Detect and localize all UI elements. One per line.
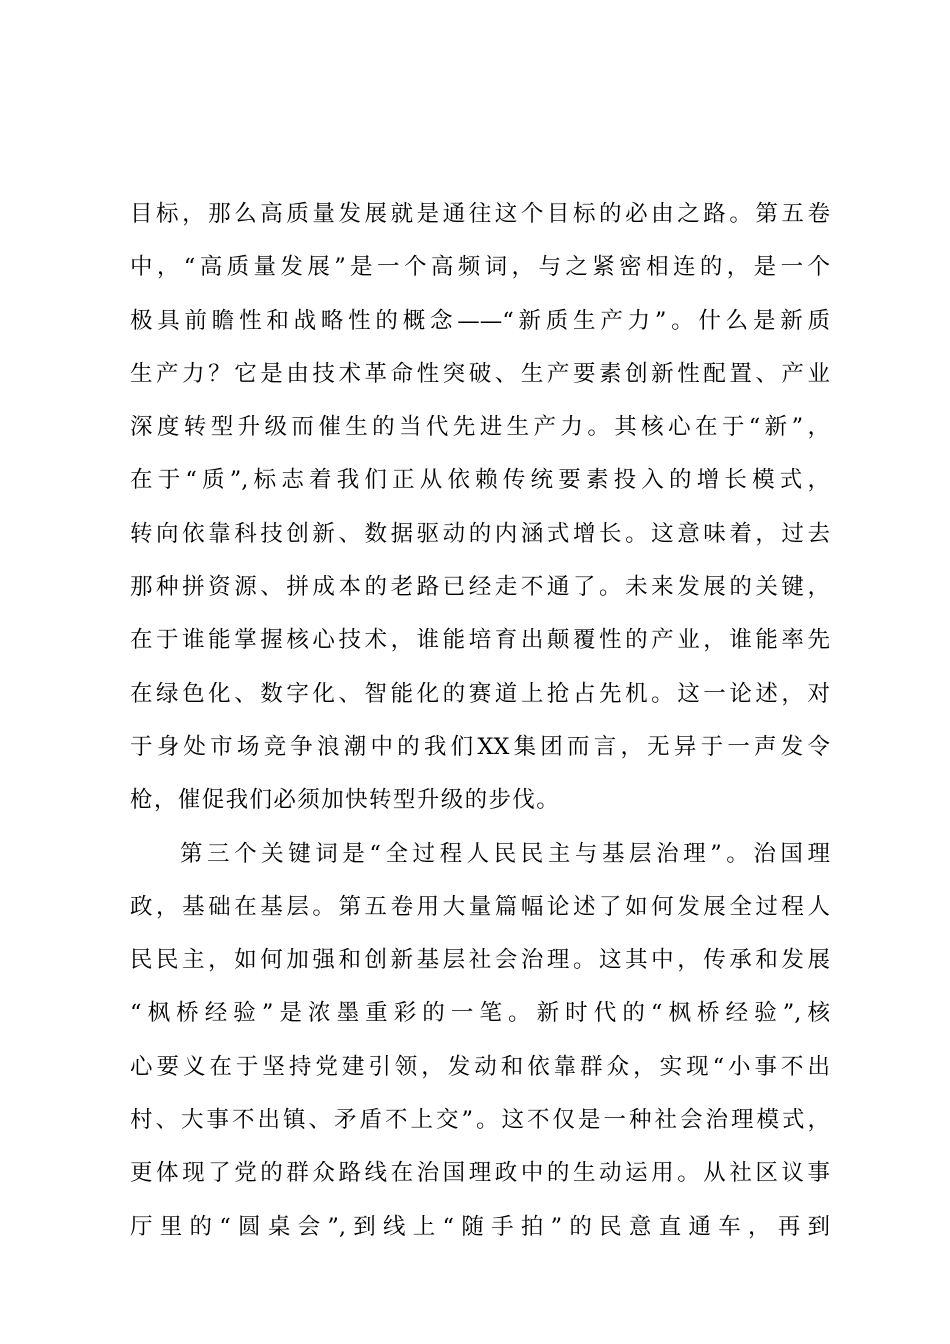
text-line: 于身处市场竞争浪潮中的我们XX集团而言，无异于一声发令: [130, 733, 830, 760]
text-line: 枪，催促我们必须加快转型升级的步伐。: [130, 787, 561, 814]
text-line: 在于“质”,标志着我们正从依赖传统要素投入的增长模式，: [130, 467, 830, 494]
text-line: 中，“高质量发展”是一个高频词，与之紧密相连的，是一个: [130, 254, 830, 281]
paragraph-new-quality-productivity: [130, 188, 830, 828]
body-text: [130, 188, 830, 1254]
text-line: 村、大事不出镇、矛盾不上交”。这不仅是一种社会治理模式，: [130, 1107, 830, 1134]
paragraph-grassroots-governance: [130, 828, 830, 1254]
text-line: 转向依靠科技创新、数据驱动的内涵式增长。这意味着，过去: [130, 520, 830, 547]
text-line: 在于谁能掌握核心技术，谁能培育出颠覆性的产业，谁能率先: [130, 627, 830, 654]
text-line: 民民主，如何加强和创新基层社会治理。这其中，传承和发展: [130, 947, 830, 974]
text-line: 心要义在于坚持党建引领，发动和依靠群众，实现“小事不出: [130, 1053, 830, 1080]
text-line: 极具前瞻性和战略性的概念——“新质生产力”。什么是新质: [130, 307, 830, 334]
text-line: “枫桥经验”是浓墨重彩的一笔。新时代的“枫桥经验”,核: [130, 1000, 830, 1027]
text-line: 在绿色化、数字化、智能化的赛道上抢占先机。这一论述，对: [130, 680, 830, 707]
text-line: 政，基础在基层。第五卷用大量篇幅论述了如何发展全过程人: [130, 893, 830, 920]
text-line: 第三个关键词是“全过程人民民主与基层治理”。治国理: [180, 840, 830, 867]
text-line: 目标，那么高质量发展就是通往这个目标的必由之路。第五卷: [130, 201, 830, 227]
text-line: 生产力？它是由技术革命性突破、生产要素创新性配置、产业: [130, 360, 830, 387]
text-line: 深度转型升级而催生的当代先进生产力。其核心在于“新”，: [130, 414, 830, 441]
text-line: 厅里的“圆桌会”,到线上“随手拍”的民意直通车，再到: [130, 1213, 830, 1240]
text-line: 那种拼资源、拼成本的老路已经走不通了。未来发展的关键，: [130, 574, 830, 601]
text-line: 更体现了党的群众路线在治国理政中的生动运用。从社区议事: [130, 1160, 830, 1187]
